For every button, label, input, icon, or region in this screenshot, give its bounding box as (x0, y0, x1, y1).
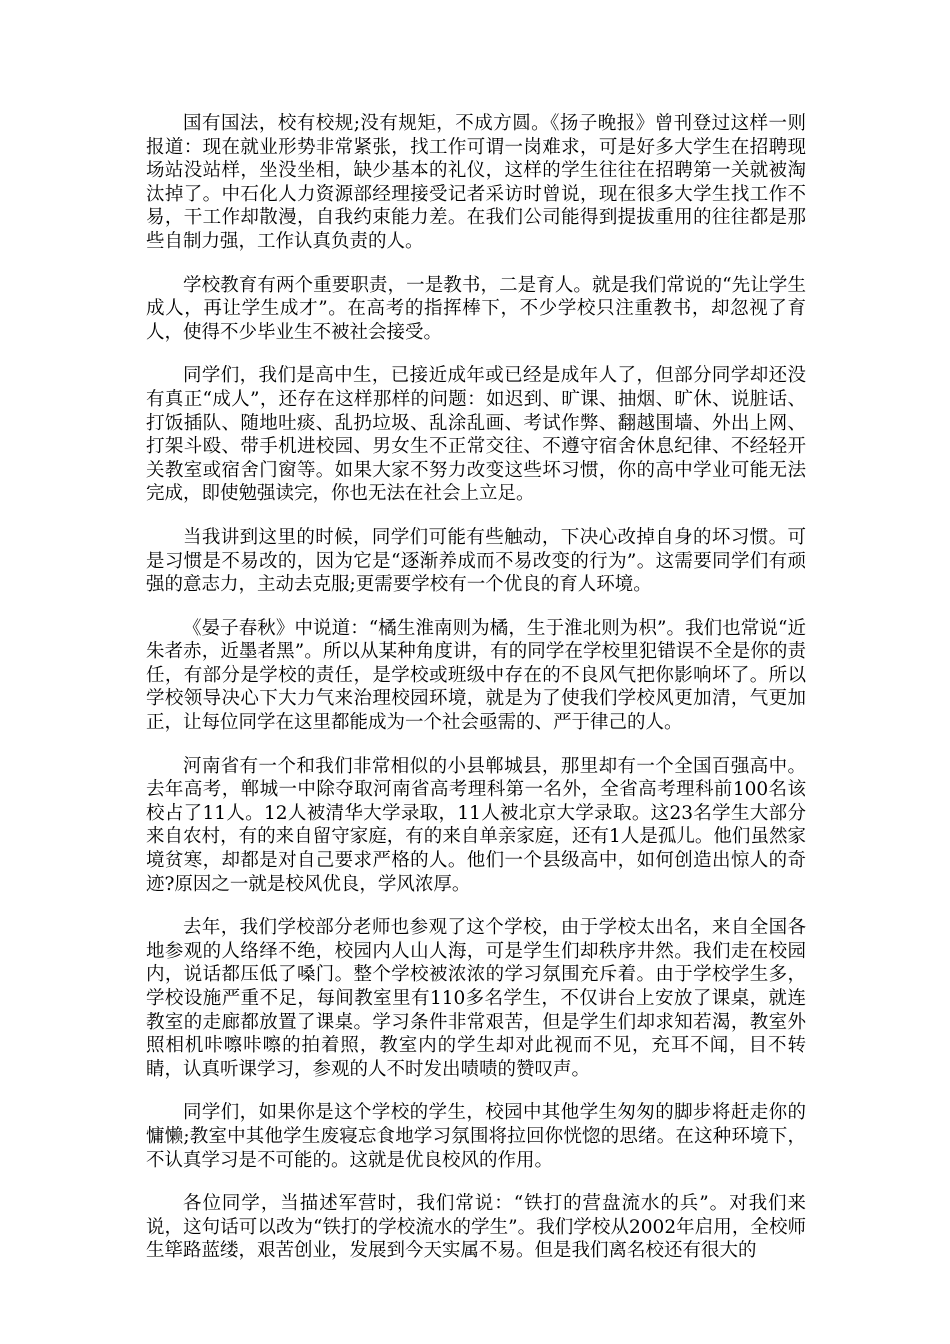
paragraph-3: 同学们，我们是高中生，已接近成年或已经是成年人了，但部分同学却还没有真正“成人”，还存在这样那样的问题：如迟到、旷课、抽烟、旷休、说脏话、打饭插队、随地吐痰、乱扔垃圾、乱涂乱画、考试作弊、翻越围墙、外出上网、打架斗殴、带手机进校园、男女生不正常交往、不遵守宿舍休息纪律、不经轻开关教室或宿舍门窗等。如果大家不努力改变这些坏习惯，你的高中学业可能无法完成，即使勉强读完，你也无法在社会上立足。 (146, 365, 806, 505)
paragraph-9: 各位同学，当描述军营时，我们常说：“铁打的营盘流水的兵”。对我们来说，这句话可以改为“铁打的学校流水的学生”。我们学校从2002年启用，全校师生筚路蓝缕，艰苦创业，发展到今天实属不易。但是我们离名校还有很大的 (146, 1193, 806, 1262)
document-body (146, 112, 806, 1283)
paragraph-7: 去年，我们学校部分老师也参观了这个学校，由于学校太出名，来自全国各地参观的人络绎不绝，校园内人山人海，可是学生们却秩序井然。我们走在校园内，说话都压低了嗓门。整个学校被浓浓的学习氛围充斥着。由于学校学生多，学校设施严重不足，每间教室里有110多名学生，不仅讲台上安放了课桌，就连教室的走廊都放置了课桌。学习条件非常艰苦，但是学生们却求知若渴，教室外照相机咔嚓咔嚓的拍着照，教室内的学生却对此视而不见，充耳不闻，目不转睛，认真听课学习，参观的人不时发出啧啧的赞叹声。 (146, 917, 806, 1080)
paragraph-2: 学校教育有两个重要职责，一是教书，二是育人。就是我们常说的“先让学生成人，再让学生成才”。在高考的指挥棒下，不少学校只注重教书，却忽视了育人，使得不少毕业生不被社会接受。 (146, 274, 806, 343)
paragraph-8: 同学们，如果你是这个学校的学生，校园中其他学生匆匆的脚步将赶走你的慵懒;教室中其他学生废寝忘食地学习氛围将拉回你恍惚的思绪。在这种环境下，不认真学习是不可能的。这就是优良校风的作用。 (146, 1102, 806, 1171)
paragraph-1: 国有国法，校有校规;没有规矩，不成方圆。《扬子晚报》曾刊登过这样一则报道：现在就业形势非常紧张，找工作可谓一岗难求，可是好多大学生在招聘现场站没站样，坐没坐相，缺少基本的礼仪，这样的学生往往在招聘第一关就被淘汰掉了。中石化人力资源部经理接受记者采访时曾说，现在很多大学生找工作不易，干工作却散漫，自我约束能力差。在我们公司能得到提拔重用的往往都是那些自制力强，工作认真负责的人。 (146, 113, 806, 252)
paragraph-4: 当我讲到这里的时候，同学们可能有些触动，下决心改掉自身的坏习惯。可是习惯是不易改的，因为它是“逐渐养成而不易改变的行为”。这需要同学们有顽强的意志力，主动去克服;更需要学校有一个优良的育人环境。 (146, 526, 806, 596)
paragraph-5: 《晏子春秋》中说道：“橘生淮南则为橘，生于淮北则为枳”。我们也常说“近朱者赤，近墨者黑”。所以从某种角度讲，有的同学在学校里犯错误不全是你的责任，有部分是学校的责任，是学校或班级中存在的不良风气把你影响坏了。所以学校领导决心下大力气来治理校园环境，就是为了使我们学校风更加清，气更加正，让每位同学在这里都能成为一个社会亟需的、严于律己的人。 (146, 617, 806, 734)
paragraph-6: 河南省有一个和我们非常相似的小县郸城县，那里却有一个全国百强高中。去年高考，郸城一中除夺取河南省高考理科第一名外，全省高考理科前100名该校占了11人。12人被清华大学录取，11人被北京大学录取。这23名学生大部分来自农村，有的来自留守家庭，有的来自单亲家庭，还有1人是孤儿。他们虽然家境贫寒，却都是对自己要求严格的人。他们一个县级高中，如何创造出惊人的奇迹?原因之一就是校风优良，学风浓厚。 (146, 755, 806, 895)
